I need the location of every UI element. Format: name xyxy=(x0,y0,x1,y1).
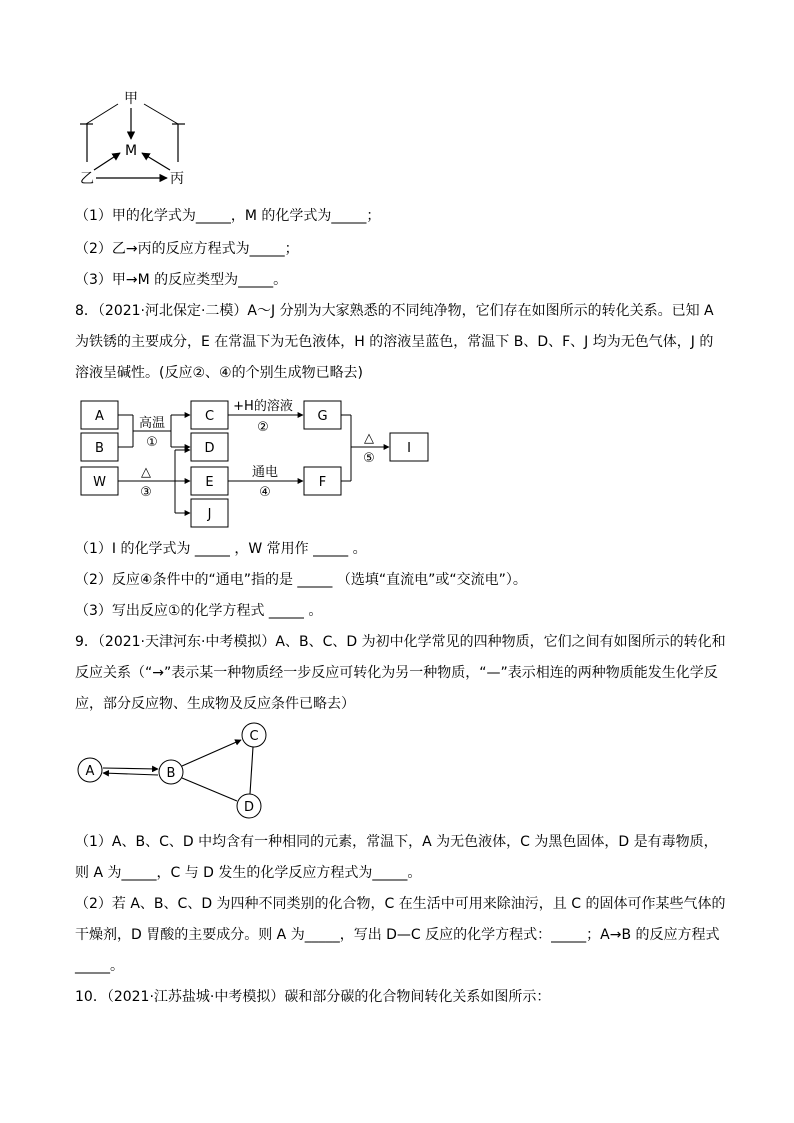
num-5: ⑤ xyxy=(363,451,375,466)
cond-3: △ xyxy=(141,465,151,480)
num-3: ③ xyxy=(140,485,152,500)
q9-part2-line2: 干燥剂，D 胃酸的主要成分。则 A 为_____，写出 D—C 反应的化学方程式：_____；A→B 的反应方程式 xyxy=(75,927,720,943)
label-d: D xyxy=(204,441,215,456)
q9-stem-line1: 9．（2021·天津河东·中考模拟）A、B、C、D 为初中化学常见的四种物质，它们之间有如图所示的转化和 xyxy=(75,634,726,650)
q8-stem-line3: 溶液呈碱性。(反应②、④的个别生成物已略去) xyxy=(75,365,364,381)
q8-stem-line1: 8．（2021·河北保定·二模）A～J 分别为大家熟悉的不同纯净物，它们存在如图所示的转化关系。已知 A xyxy=(75,303,714,319)
label-j: J xyxy=(207,507,212,522)
q9-stem-line3: 应，部分反应物、生成物及反应条件已略去） xyxy=(75,696,355,712)
q8-part3: （3）写出反应①的化学方程式 _____ 。 xyxy=(75,603,323,619)
label-a: A xyxy=(95,409,104,424)
q7-part2: （2）乙→丙的反应方程式为_____； xyxy=(75,241,299,257)
q7-part3: （3）甲→M 的反应类型为_____。 xyxy=(75,272,288,288)
arrow-b-a xyxy=(103,773,158,775)
q9-part2-line1: （2）若 A、B、C、D 为四种不同类别的化合物，C 在生活中可用来除油污，且 C 的固体可作某些气体的 xyxy=(75,896,726,912)
label-d9: D xyxy=(243,800,255,815)
arrow-b-c xyxy=(182,740,241,766)
node-yi: 乙 xyxy=(80,171,94,187)
link-b-d xyxy=(182,778,237,801)
q9-stem-line2: 反应关系（“→”表示某一种物质经一步反应可转化为另一种物质，“—”表示相连的两种物质能发生化学反 xyxy=(75,665,718,681)
q8-part1: （1）I 的化学式为 _____ ，W 常用作 _____ 。 xyxy=(75,541,367,557)
q7-part1: （1）甲的化学式为_____，M 的化学式为_____； xyxy=(75,208,381,224)
label-g: G xyxy=(317,409,328,424)
q9-part2-line3: _____。 xyxy=(75,958,124,974)
link-c-d xyxy=(250,747,253,794)
label-w: W xyxy=(93,475,106,490)
label-f: F xyxy=(318,475,327,490)
label-c: C xyxy=(204,409,215,424)
cond-5: △ xyxy=(364,431,374,446)
label-b9: B xyxy=(166,766,176,781)
arrow-a-b xyxy=(103,768,158,769)
node-jia: 甲 xyxy=(124,91,138,107)
cond-2: +H的溶液 xyxy=(233,399,293,414)
num-4: ④ xyxy=(259,485,271,500)
cond-1: 高温 xyxy=(138,416,166,431)
num-1: ① xyxy=(146,435,158,450)
cond-4: 通电 xyxy=(251,465,279,480)
node-m: M xyxy=(125,143,138,159)
label-b: B xyxy=(95,441,104,456)
label-i: I xyxy=(407,441,411,456)
num-2: ② xyxy=(257,420,269,435)
q8-part2: （2）反应④条件中的“通电”指的是 _____ （选填“直流电”或“交流电”）。 xyxy=(75,572,527,588)
q8-stem-line2: 为铁锈的主要成分，E 在常温下为无色液体，H 的溶液呈蓝色，常温下 B、D、F、J 均为无色气体，J 的 xyxy=(75,334,714,350)
label-a9: A xyxy=(85,764,95,779)
q9-part1-line2: 则 A 为_____，C 与 D 发生的化学反应方程式为_____。 xyxy=(75,865,422,881)
label-c9: C xyxy=(249,729,259,744)
node-bing: 丙 xyxy=(170,171,184,187)
q9-part1-line1: （1）A、B、C、D 中均含有一种相同的元素，常温下，A 为无色液体，C 为黑色固体，D 是有毒物质， xyxy=(75,834,718,850)
q10-stem-line1: 10．（2021·江苏盐城·中考模拟）碳和部分碳的化合物间转化关系如图所示： xyxy=(75,989,551,1005)
label-e: E xyxy=(205,475,214,490)
